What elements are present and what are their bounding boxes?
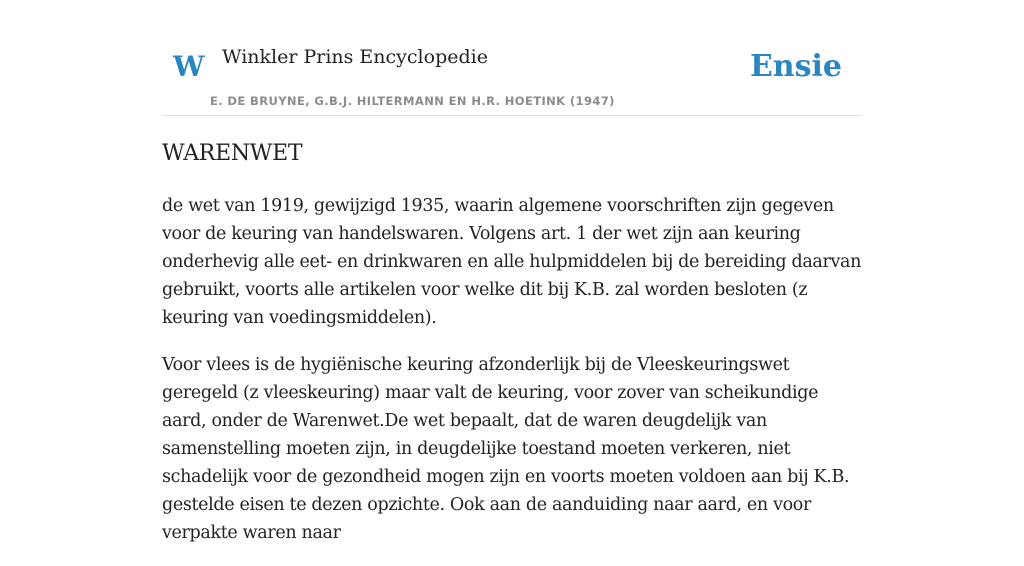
article-paragraph: Voor vlees is de hygiënische keuring afzonderlijk bij de Vleeskeuringswet geregeld (z vleeskeuring) maar valt de keuring, voor zover van scheikundige aard, onder de Warenwet.De wet bepaalt, dat de waren deugdelijk van samenstelling moeten zijn, in deugdelijke toestand moeten verkeren, niet schadelijk voor de gezondheid mogen zijn en voorts moeten voldoen aan bij K.B. gestelde eisen te dezen opzichte. Ook aan de aanduiding naar aard, en voor verpakte waren naar — [162, 355, 850, 543]
ensie-brand-link[interactable]: Ensie — [749, 49, 842, 84]
article-title: WARENWET — [162, 141, 303, 166]
encyclopedia-logo-icon[interactable]: W — [173, 50, 205, 83]
book-title-link[interactable]: Winkler Prins Encyclopedie — [222, 46, 488, 68]
authors-line: E. DE BRUYNE, G.B.J. HILTERMANN EN H.R. HOETINK (1947) — [210, 94, 615, 108]
article-body — [162, 192, 862, 566]
header — [162, 40, 862, 116]
article-paragraph: de wet van 1919, gewijzigd 1935, waarin algemene voorschriften zijn gegeven voor de keuring van handelswaren. Volgens art. 1 der wet zijn aan keuring onderhevig alle eet- en drinkwaren en alle hulpmiddelen bij de bereiding daarvan gebruikt, voorts alle artikelen voor welke dit bij K.B. zal worden besloten (z keuring van voedingsmiddelen). — [162, 196, 862, 328]
